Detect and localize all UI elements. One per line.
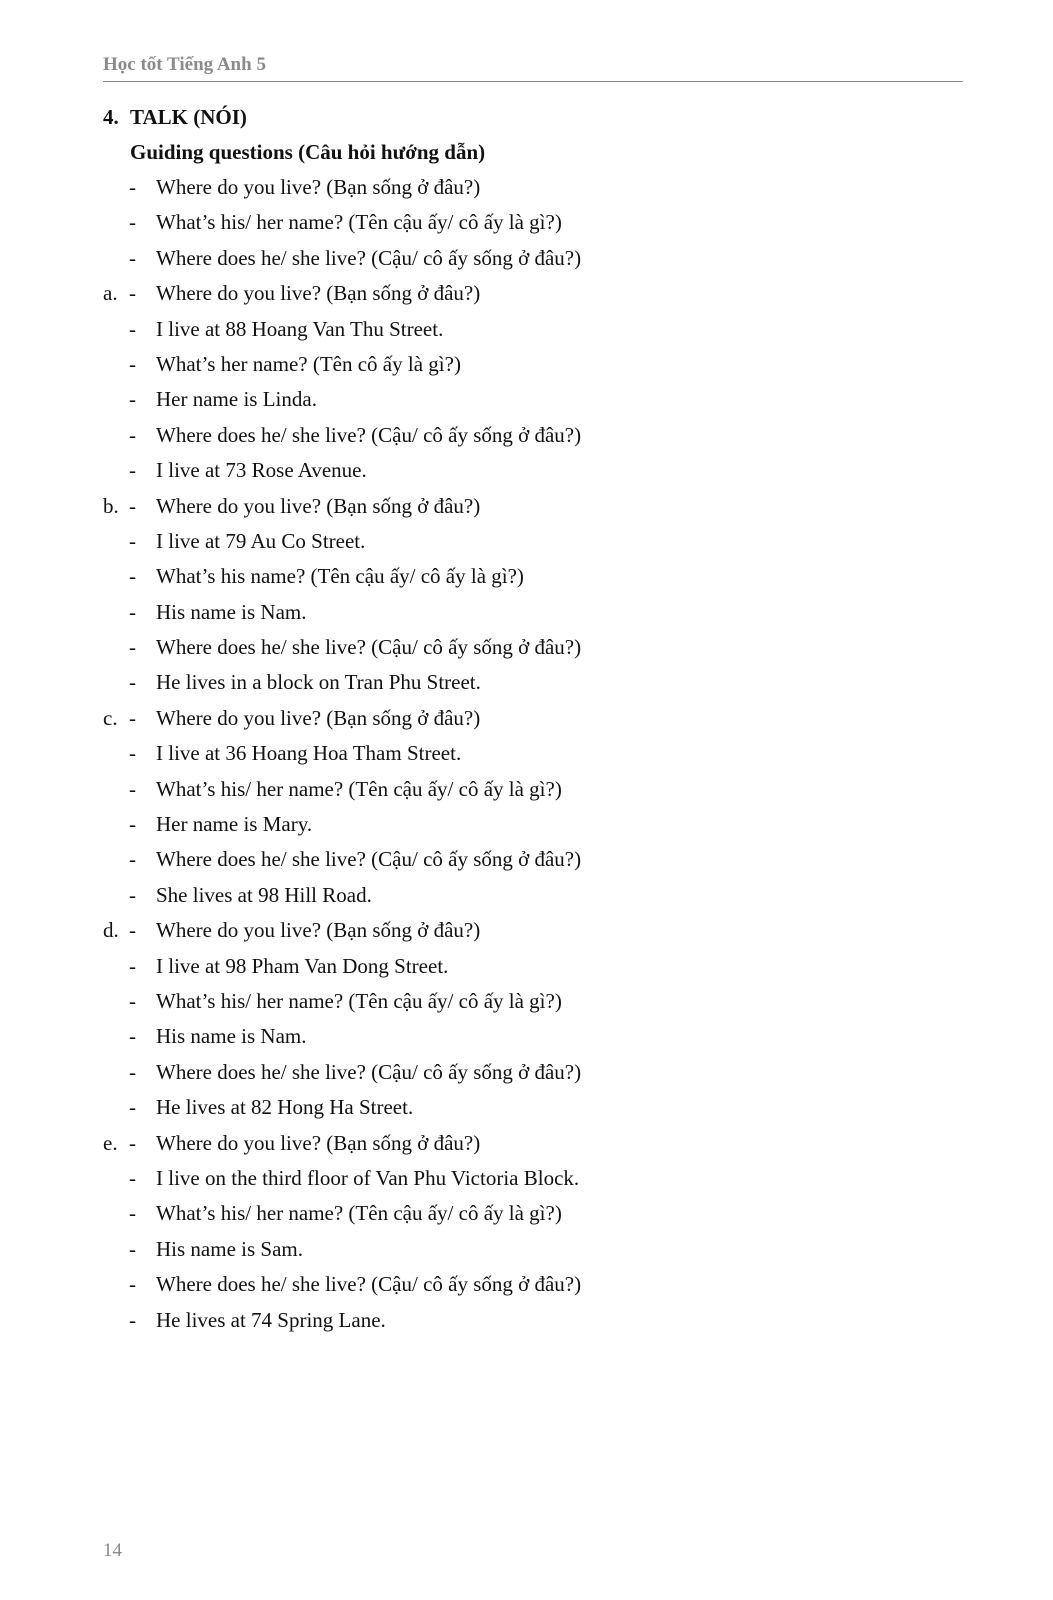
bullet-dash: -: [129, 1272, 136, 1297]
bullet-dash: -: [129, 316, 136, 341]
bullet-dash: -: [129, 599, 136, 624]
item-letter: d.: [103, 918, 119, 943]
list-item: [103, 1161, 963, 1196]
bullet-dash: -: [129, 953, 136, 978]
bullet-dash: -: [129, 493, 136, 518]
dialogue-groups: [103, 276, 963, 1338]
item-text: His name is Nam.: [156, 599, 307, 624]
list-item: [103, 772, 963, 807]
header-divider: [103, 81, 963, 82]
list-item: [103, 736, 963, 771]
item-text: Where does he/ she live? (Cậu/ cô ấy sống ở đâu?): [156, 245, 582, 270]
item-text: Where does he/ she live? (Cậu/ cô ấy sống ở đâu?): [156, 847, 582, 872]
list-item: [103, 418, 963, 453]
list-item: [103, 878, 963, 913]
item-text: What’s his/ her name? (Tên cậu ấy/ cô ấy là gì?): [156, 210, 562, 235]
item-text: What’s her name? (Tên cô ấy là gì?): [156, 351, 461, 376]
page-content: [103, 100, 963, 1338]
item-text: He lives at 74 Spring Lane.: [156, 1307, 386, 1332]
item-letter: e.: [103, 1130, 118, 1155]
item-text: She lives at 98 Hill Road.: [156, 882, 372, 907]
item-text: Where does he/ she live? (Cậu/ cô ấy sống ở đâu?): [156, 1272, 582, 1297]
bullet-dash: -: [129, 1130, 136, 1155]
item-text: Where do you live? (Bạn sống ở đâu?): [156, 281, 481, 306]
list-item: [103, 1232, 963, 1267]
item-text: I live at 88 Hoang Van Thu Street.: [156, 316, 444, 341]
item-letter: c.: [103, 705, 118, 730]
bullet-dash: -: [129, 635, 136, 660]
list-item: [103, 807, 963, 842]
list-item: [103, 1055, 963, 1090]
item-text: What’s his name? (Tên cậu ấy/ cô ấy là gì?): [156, 564, 524, 589]
item-text: Where do you live? (Bạn sống ở đâu?): [156, 175, 481, 199]
item-text: He lives at 82 Hong Ha Street.: [156, 1095, 414, 1120]
list-item: [103, 524, 963, 559]
item-text: What’s his/ her name? (Tên cậu ấy/ cô ấy là gì?): [156, 776, 562, 801]
list-item: [103, 241, 963, 276]
list-item: [103, 595, 963, 630]
bullet-dash: -: [129, 1024, 136, 1049]
item-letter: a.: [103, 281, 118, 306]
list-item: [103, 1303, 963, 1338]
item-text: His name is Nam.: [156, 1024, 307, 1049]
item-text: Where do you live? (Bạn sống ở đâu?): [156, 493, 481, 518]
list-item: [103, 913, 963, 948]
list-item: [103, 701, 963, 736]
bullet-dash: -: [129, 1307, 136, 1332]
bullet-dash: -: [129, 1059, 136, 1084]
bullet-dash: -: [129, 175, 136, 199]
bullet-dash: -: [129, 741, 136, 766]
item-text: Where do you live? (Bạn sống ở đâu?): [156, 705, 481, 730]
section-heading: [103, 100, 963, 135]
bullet-dash: -: [129, 847, 136, 872]
list-item: [103, 489, 963, 524]
list-item: [103, 1126, 963, 1161]
list-item: [103, 1196, 963, 1231]
list-item: [103, 949, 963, 984]
list-item: [103, 665, 963, 700]
bullet-dash: -: [129, 918, 136, 943]
list-item: [103, 1019, 963, 1054]
item-text: I live at 36 Hoang Hoa Tham Street.: [156, 741, 462, 766]
section-subtitle: Guiding questions (Câu hỏi hướng dẫn): [130, 140, 486, 164]
guiding-questions-list: [103, 170, 963, 276]
bullet-dash: -: [129, 882, 136, 907]
list-item: [103, 205, 963, 240]
list-item: [103, 1090, 963, 1125]
item-letter: b.: [103, 493, 119, 518]
running-header: Học tốt Tiếng Anh 5: [103, 54, 266, 75]
bullet-dash: -: [129, 422, 136, 447]
bullet-dash: -: [129, 458, 136, 483]
item-text: What’s his/ her name? (Tên cậu ấy/ cô ấy là gì?): [156, 988, 562, 1013]
bullet-dash: -: [129, 670, 136, 695]
bullet-dash: -: [129, 351, 136, 376]
item-text: I live on the third floor of Van Phu Victoria Block.: [156, 1165, 580, 1190]
page-number: 14: [103, 1540, 122, 1561]
list-item: [103, 382, 963, 417]
item-text: Her name is Linda.: [156, 387, 317, 412]
bullet-dash: -: [129, 705, 136, 730]
list-item: [103, 559, 963, 594]
bullet-dash: -: [129, 812, 136, 837]
bullet-dash: -: [129, 1201, 136, 1226]
list-item: [103, 312, 963, 347]
bullet-dash: -: [129, 1236, 136, 1261]
list-item: [103, 630, 963, 665]
list-item: [103, 842, 963, 877]
item-text: He lives in a block on Tran Phu Street.: [156, 670, 481, 695]
bullet-dash: -: [129, 1095, 136, 1120]
list-item: [103, 984, 963, 1019]
item-text: What’s his/ her name? (Tên cậu ấy/ cô ấy là gì?): [156, 1201, 562, 1226]
item-text: Where does he/ she live? (Cậu/ cô ấy sống ở đâu?): [156, 1059, 582, 1084]
list-item: [103, 347, 963, 382]
item-text: Where does he/ she live? (Cậu/ cô ấy sống ở đâu?): [156, 422, 582, 447]
section-title: TALK (NÓI): [130, 105, 247, 129]
bullet-dash: -: [129, 387, 136, 412]
bullet-dash: -: [129, 210, 136, 235]
list-item: [103, 453, 963, 488]
item-text: Her name is Mary.: [156, 812, 313, 837]
item-text: I live at 79 Au Co Street.: [156, 528, 366, 553]
bullet-dash: -: [129, 564, 136, 589]
section-number: 4.: [103, 105, 119, 129]
item-text: Where do you live? (Bạn sống ở đâu?): [156, 1130, 481, 1155]
bullet-dash: -: [129, 281, 136, 306]
bullet-dash: -: [129, 528, 136, 553]
list-item: [103, 1267, 963, 1302]
bullet-dash: -: [129, 1165, 136, 1190]
item-text: I live at 98 Pham Van Dong Street.: [156, 953, 449, 978]
bullet-dash: -: [129, 245, 136, 270]
item-text: I live at 73 Rose Avenue.: [156, 458, 367, 483]
bullet-dash: -: [129, 988, 136, 1013]
list-item: [103, 276, 963, 311]
item-text: His name is Sam.: [156, 1236, 303, 1261]
item-text: Where does he/ she live? (Cậu/ cô ấy sống ở đâu?): [156, 635, 582, 660]
item-text: Where do you live? (Bạn sống ở đâu?): [156, 918, 481, 943]
bullet-dash: -: [129, 776, 136, 801]
list-item: [103, 170, 963, 205]
